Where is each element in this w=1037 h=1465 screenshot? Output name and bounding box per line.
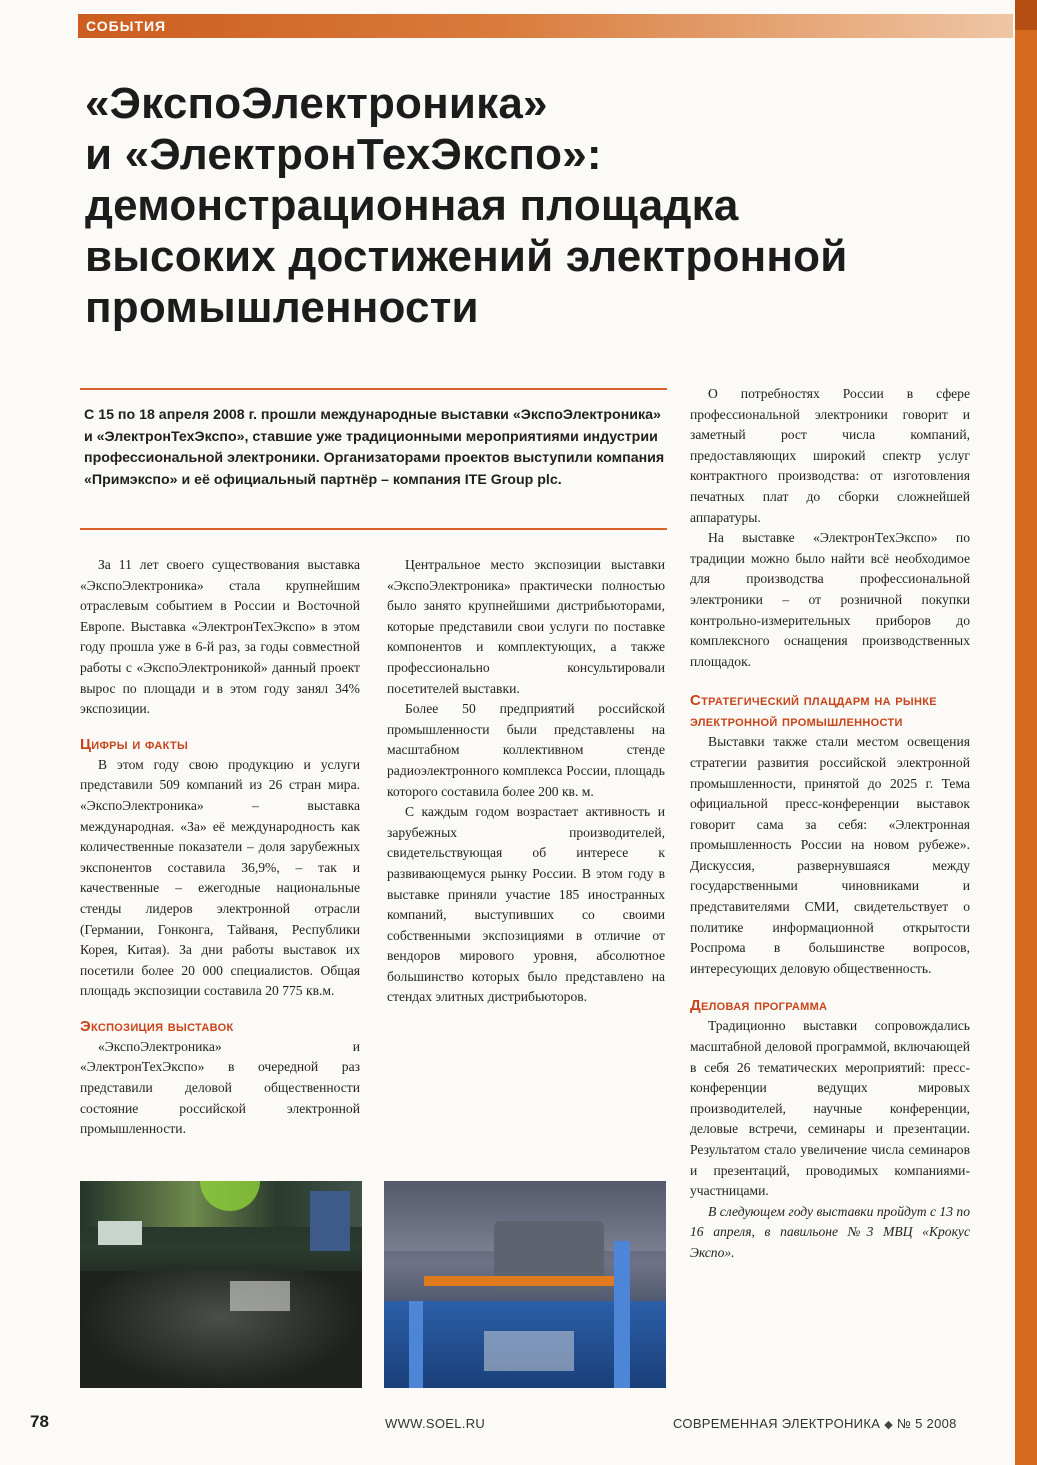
footer-magazine: [673, 1416, 957, 1431]
photo-white-booth: [230, 1281, 290, 1311]
photo-frame-column: [614, 1241, 630, 1388]
russian-enterprises-paragraph: Более 50 предприятий российской промышленности были представлены на масштабном коллективном стенде радиоэлектронного комплекса России, площадь которого составила более 200 кв. м.: [387, 701, 665, 799]
photo-orange-beam: [424, 1276, 624, 1286]
photo-crowd: [80, 1271, 362, 1388]
program-heading: Деловая программа: [690, 997, 828, 1015]
text-column-3: [690, 384, 970, 1264]
article-lead: С 15 по 18 апреля 2008 г. прошли международные выставки «ЭкспоЭлектроника» и «ЭлектронТехЭкспо», ставшие уже традиционными мероприятиями индустрии профессиональной электроники. Организаторами проектов выступили компания «Примэкспо» и её официальный партнёр – компания ITE Group plc.: [84, 407, 665, 488]
foreign-companies-paragraph: С каждым годом возрастает активность и зарубежных производителей, свидетельствующая об интересе к развивающемуся рынку России. В этом году в выставке приняли участие 185 иностранных компаний, выступивших со своими собственными экспозициями в отличие от вендоров мирового уровня, абсолютное большинство которых было представлено на стендах элитных дистрибьюторов.: [387, 804, 665, 1005]
lead-bottom-rule: [80, 528, 667, 530]
page-edge-stripe: [1015, 0, 1037, 1465]
intro-paragraph: За 11 лет своего существования выставка «ЭкспоЭлектроника» стала крупнейшим отраслевым событием в России и Восточной Европе. Выставка «ЭлектронТехЭкспо» в этом году прошла уже в 6-й раз, за годы совместной работы с «ЭкспоЭлектроникой» данный проект вырос по площади и в этом году занял 34% экспозиции.: [80, 557, 360, 717]
electrontechexpo-paragraph: На выставке «ЭлектронТехЭкспо» по традиции можно было найти всё необходимое для производства профессиональной электроники – от розничной покупки контрольно-измерительных приборов до комплексного оснащения производственных площадок.: [690, 530, 970, 669]
closing-paragraph: В следующем году выставки пройдут с 13 по 16 апреля, в павильоне №3 МВЦ «Крокус Экспо».: [690, 1203, 970, 1260]
photo-booth-sign: [98, 1221, 142, 1245]
lead-top-rule: [80, 388, 667, 390]
text-column-1: [80, 555, 360, 1140]
facts-heading: Цифры и факты: [80, 735, 189, 753]
headline-line: «ЭкспоЭлектроника»: [85, 79, 548, 128]
expo-heading: Экспозиция выставок: [80, 1017, 234, 1035]
article-headline: [85, 78, 965, 333]
page-edge-stripe-top: [1015, 0, 1037, 30]
page-number: 78: [30, 1412, 49, 1431]
strategy-heading: Стратегический плацдарм на рынке электронной промышленности: [690, 692, 937, 731]
issue-number: № 5 2008: [896, 1416, 957, 1431]
strategy-paragraph: Выставки также стали местом освещения стратегии развития российской электронной промышленности, принятой до 2025 г. Тема официальной пресс-конференции выставок говорит сама за себя: «Электронная промышленность России на новом рубеже». Дискуссия, развернувшаяся между государственными чиновниками и представителями СМИ, свидетельствует о политике информационной открытости Роспрома в большинстве вопросов, интересующих деловую общественность.: [690, 734, 970, 976]
headline-line: промышленности: [85, 283, 479, 332]
section-rubric-label: СОБЫТИЯ: [86, 18, 167, 34]
facts-paragraph: В этом году свою продукцию и услуги представили 509 компаний из 26 стран мира. «ЭкспоЭлектроника» – выставка международная. «За» её международность как количественные показатели – доля зарубежных экспонентов составила 36,9%, – так и качественные – ежегодные национальные стенды лидеров электронной отрасли (Германии, Гонконга, Тайваня, Республики Корея, Китая). За дни работы выставок их посетили более 20 000 специалистов. Общая площадь экспозиции составила 20 775 кв.м.: [80, 756, 360, 999]
magazine-name: СОВРЕМЕННАЯ ЭЛЕКТРОНИКА: [673, 1416, 881, 1431]
needs-paragraph: О потребностях России в сфере профессиональной электроники говорит и заметный рост числа компаний, предоставляющих широкий спектр услуг контрактного производства: от изготовления печатных плат до сборки сложнейшей аппаратуры.: [690, 386, 970, 525]
headline-line: и «ЭлектронТехЭкспо»:: [85, 130, 602, 179]
program-paragraph: Традиционно выставки сопровождались масштабной деловой программой, включающей в себя 26 тематических мероприятий: пресс-конференции ведущих мировых производителей, научные конференции, деловые встречи, семинары и презентации. Результатом стало увеличение числа семинаров и презентаций, проводимых компаниями-участницами.: [690, 1018, 970, 1199]
photo-frame-column: [409, 1301, 423, 1388]
photo-worktable: [484, 1331, 574, 1371]
equipment-stand-photo: [384, 1181, 666, 1388]
diamond-icon: ◆: [884, 1419, 893, 1431]
photo-booth-banner: [310, 1191, 350, 1251]
expo-paragraph: «ЭкспоЭлектроника» и «ЭлектронТехЭкспо» в очередной раз представили деловой общественности состояние российской электронной промышленности.: [80, 1038, 360, 1137]
footer-site: WWW.SOEL.RU: [385, 1416, 486, 1431]
section-rubric-bar: [78, 14, 1013, 38]
central-exposition-paragraph: Центральное место экспозиции выставки «ЭкспоЭлектроника» практически полностью было занято крупнейшими дистрибьюторами, которые представили свои услуги по поставке компонентов и комплектующих, а также профессионально консультировали посетителей выставки.: [387, 557, 665, 696]
headline-line: демонстрационная площадка: [85, 181, 739, 230]
headline-line: высоких достижений электронной: [85, 232, 848, 281]
text-column-2: [387, 555, 665, 1008]
exhibition-hall-photo: [80, 1181, 362, 1388]
